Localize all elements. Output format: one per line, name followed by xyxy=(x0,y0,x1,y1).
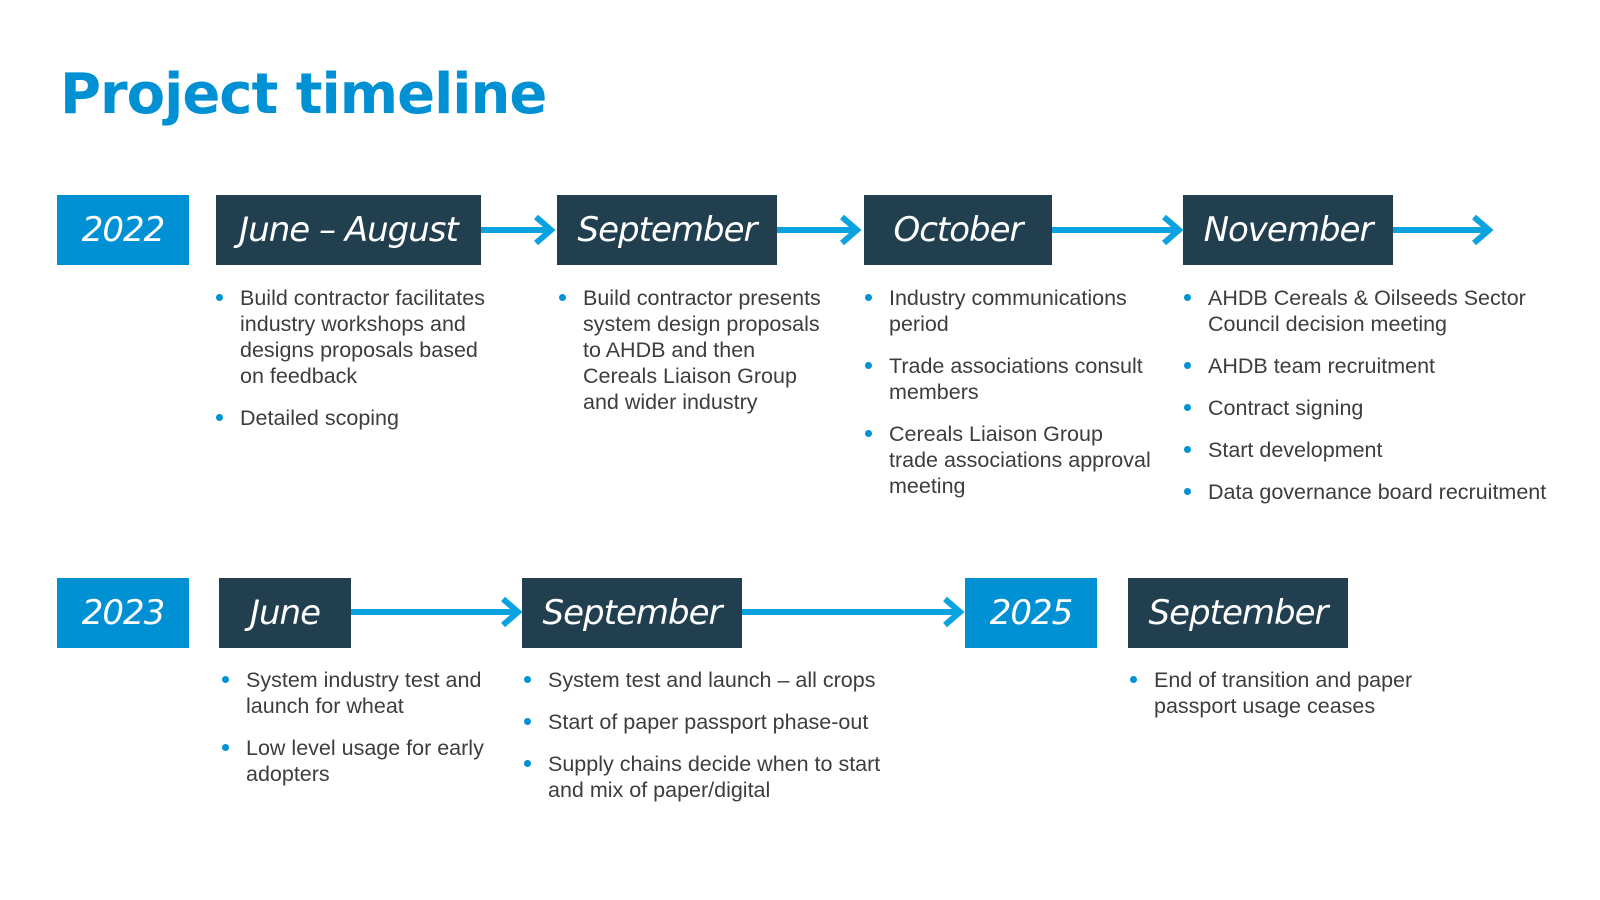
list-item: Contract signing xyxy=(1183,395,1583,421)
list-item: Trade associations consult members xyxy=(864,353,1154,405)
list-item: Start development xyxy=(1183,437,1583,463)
bullets-september-2023 xyxy=(523,667,913,819)
arrow-icon xyxy=(777,215,861,245)
list-item: Detailed scoping xyxy=(215,405,505,431)
stage-june-2023: June xyxy=(219,578,351,648)
list-item: Build contractor facilitates industry workshops and designs proposals based on feedback xyxy=(215,285,505,389)
year-badge-2022: 2022 xyxy=(57,195,189,265)
list-item: Data governance board recruitment xyxy=(1183,479,1583,505)
stage-november: November xyxy=(1183,195,1393,265)
arrow-icon xyxy=(481,215,555,245)
stage-september-2025: September xyxy=(1128,578,1348,648)
bullets-september-2025 xyxy=(1129,667,1469,735)
list-item: Cereals Liaison Group trade associations approval meeting xyxy=(864,421,1154,499)
arrow-icon xyxy=(351,597,522,627)
bullets-october xyxy=(864,285,1154,515)
year-badge-2023: 2023 xyxy=(57,578,189,648)
list-item: Start of paper passport phase-out xyxy=(523,709,913,735)
arrow-icon xyxy=(1393,215,1493,245)
list-item: Build contractor presents system design proposals to AHDB and then Cereals Liaison Group and wider industry xyxy=(558,285,833,415)
arrow-icon xyxy=(742,597,964,627)
bullets-november xyxy=(1183,285,1583,521)
stage-june-august: June – August xyxy=(216,195,481,265)
list-item: System test and launch – all crops xyxy=(523,667,913,693)
list-item: End of transition and paper passport usage ceases xyxy=(1129,667,1469,719)
stage-september-2022: September xyxy=(557,195,777,265)
list-item: Low level usage for early adopters xyxy=(221,735,496,787)
list-item: Supply chains decide when to start and mix of paper/digital xyxy=(523,751,913,803)
list-item: AHDB team recruitment xyxy=(1183,353,1583,379)
arrow-icon xyxy=(1052,215,1183,245)
bullets-june-2023 xyxy=(221,667,496,803)
list-item: AHDB Cereals & Oilseeds Sector Council decision meeting xyxy=(1183,285,1583,337)
year-badge-2025: 2025 xyxy=(965,578,1097,648)
bullets-june-august xyxy=(215,285,505,447)
stage-october: October xyxy=(864,195,1052,265)
list-item: Industry communications period xyxy=(864,285,1154,337)
stage-september-2023: September xyxy=(522,578,742,648)
bullets-september-2022 xyxy=(558,285,833,431)
list-item: System industry test and launch for wheat xyxy=(221,667,496,719)
page-title: Project timeline xyxy=(60,62,547,127)
